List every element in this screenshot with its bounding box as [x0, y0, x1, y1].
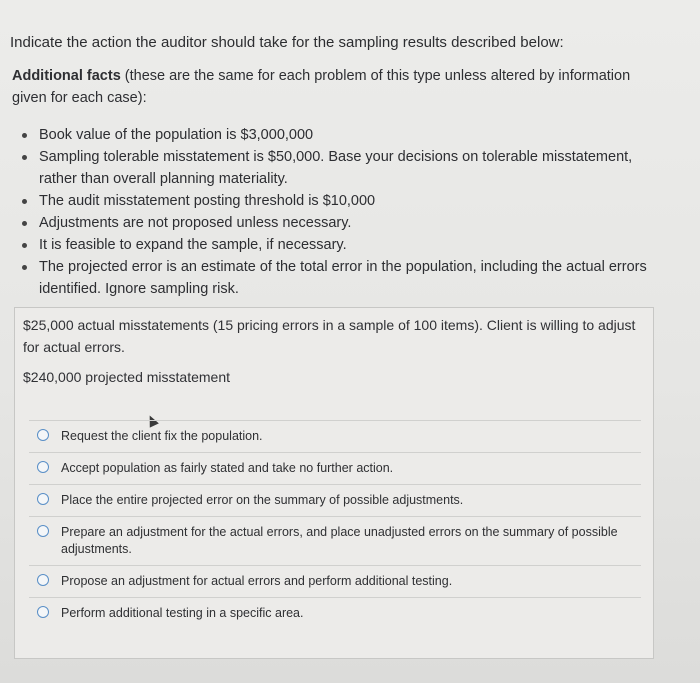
answer-options [29, 420, 641, 629]
fact-item: It is feasible to expand the sample, if necessary. [18, 234, 658, 256]
option-request-client-fix[interactable] [29, 420, 641, 452]
case-panel [14, 307, 654, 659]
case-description: $25,000 actual misstatements (15 pricing errors in a sample of 100 items). Client is willing to adjust for actual errors. [23, 317, 636, 355]
facts-note: (these are the same for each problem of this type unless altered by information given for each case): [12, 68, 631, 106]
radio-button-icon[interactable] [37, 525, 49, 537]
option-label: Prepare an adjustment for the actual errors, and place unadjusted errors on the summary of possible adjustments. [61, 525, 618, 556]
option-label: Propose an adjustment for actual errors and perform additional testing. [61, 574, 453, 588]
option-prepare-adjustment[interactable] [29, 516, 641, 565]
question-prompt: Indicate the action the auditor should take for the sampling results described below: [10, 34, 564, 51]
option-label: Place the entire projected error on the summary of possible adjustments. [61, 493, 464, 507]
facts-list [18, 124, 658, 300]
option-label: Request the client fix the population. [61, 429, 263, 443]
option-label: Accept population as fairly stated and take no further action. [61, 461, 394, 475]
radio-button-icon[interactable] [37, 429, 49, 441]
option-place-projected-error[interactable] [29, 484, 641, 516]
facts-intro [12, 65, 642, 109]
fact-item: The audit misstatement posting threshold is $10,000 [18, 190, 658, 212]
radio-button-icon[interactable] [37, 461, 49, 473]
fact-item: Book value of the population is $3,000,000 [18, 124, 658, 146]
radio-button-icon[interactable] [37, 574, 49, 586]
option-additional-testing[interactable] [29, 597, 641, 629]
option-label: Perform additional testing in a specific area. [61, 606, 304, 620]
facts-heading: Additional facts [12, 68, 121, 84]
radio-button-icon[interactable] [37, 606, 49, 618]
fact-item: Sampling tolerable misstatement is $50,000. Base your decisions on tolerable misstatement, rather than overall planning materiality. [18, 146, 658, 190]
radio-button-icon[interactable] [37, 493, 49, 505]
option-accept-population[interactable] [29, 452, 641, 484]
projected-misstatement: $240,000 projected misstatement [23, 369, 231, 385]
option-propose-adjustment-testing[interactable] [29, 565, 641, 597]
fact-item: The projected error is an estimate of the total error in the population, including the actual errors identified. Ignore sampling risk. [18, 256, 658, 300]
fact-item: Adjustments are not proposed unless necessary. [18, 212, 658, 234]
